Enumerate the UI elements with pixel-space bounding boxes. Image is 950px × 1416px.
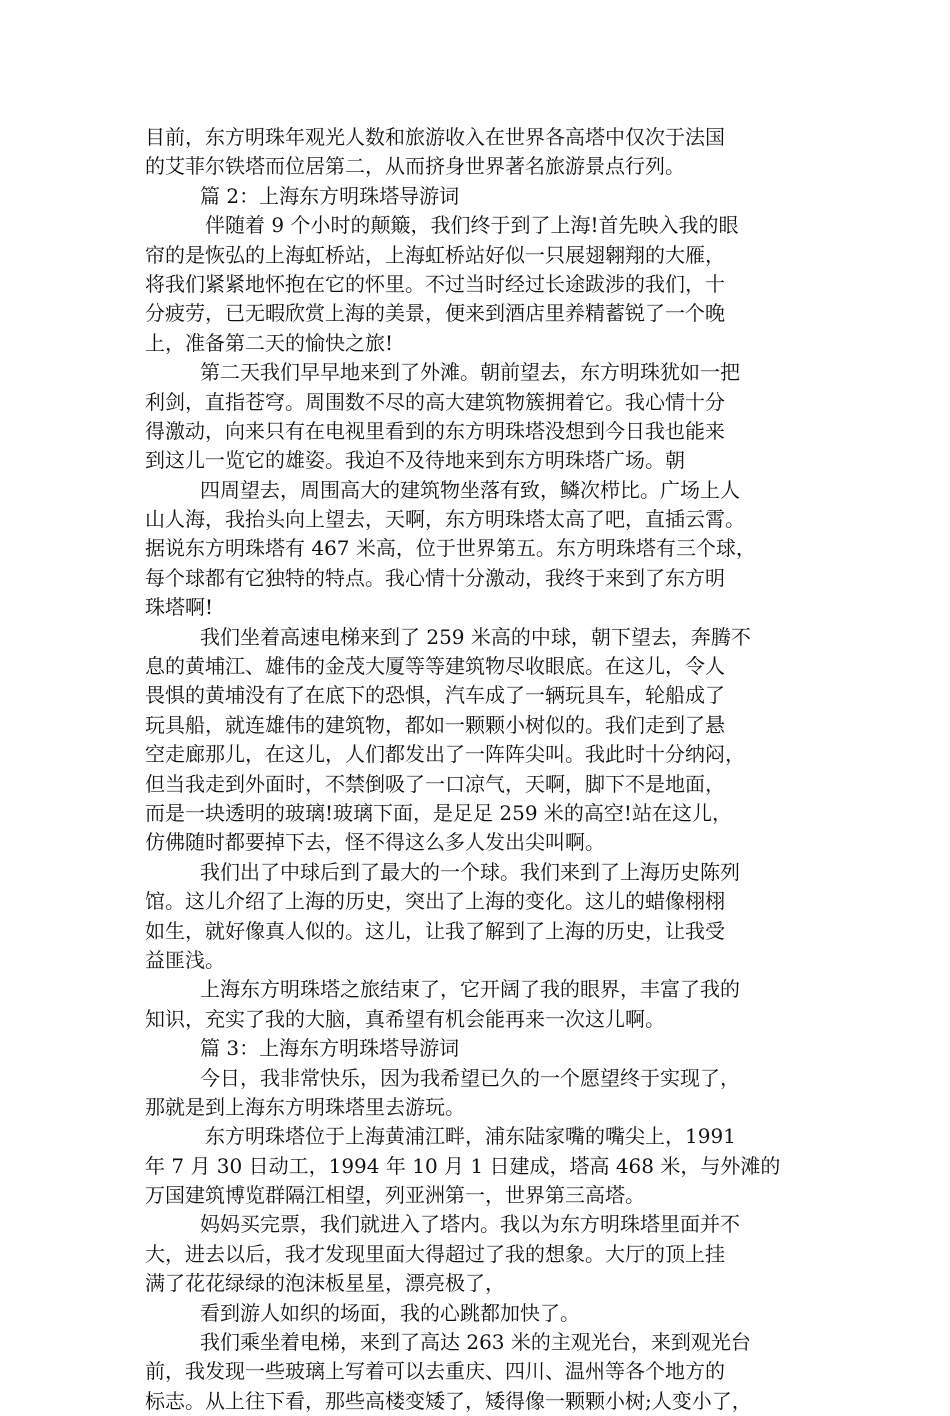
text-line: 据说东方明珠塔有 467 米高，位于世界第五。东方明珠塔有三个球， <box>145 536 756 561</box>
text-line: 空走廊那儿，在这儿，人们都发出了一阵阵尖叫。我此时十分纳闷， <box>145 742 745 767</box>
text-line: 的艾菲尔铁塔而位居第二，从而挤身世界著名旅游景点行列。 <box>145 154 685 179</box>
text-line: 利剑，直指苍穹。周围数不尽的高大建筑物簇拥着它。我心情十分 <box>145 389 725 414</box>
text-line: 前，我发现一些玻璃上写着可以去重庆、四川、温州等各个地方的 <box>145 1359 725 1384</box>
text-line: 山人海，我抬头向上望去，天啊，东方明珠塔太高了吧，直插云霄。 <box>145 507 745 532</box>
text-line: 看到游人如织的场面，我的心跳都加快了。 <box>200 1300 580 1325</box>
text-line: 每个球都有它独特的特点。我心情十分激动，我终于来到了东方明 <box>145 565 725 590</box>
text-line: 篇 2：上海东方明珠塔导游词 <box>200 183 460 208</box>
text-line: 馆。这儿介绍了上海的历史，突出了上海的变化。这儿的蜡像栩栩 <box>145 889 725 914</box>
text-line: 上，准备第二天的愉快之旅! <box>145 330 394 355</box>
text-line: 大，进去以后，我才发现里面大得超过了我的想象。大厅的顶上挂 <box>145 1241 725 1266</box>
text-line: 益匪浅。 <box>145 947 225 972</box>
text-line: 篇 3：上海东方明珠塔导游词 <box>200 1036 460 1061</box>
text-line: 分疲劳，已无暇欣赏上海的美景，便来到酒店里养精蓄锐了一个晚 <box>145 301 725 326</box>
text-line: 珠塔啊! <box>145 595 214 620</box>
text-line: 息的黄埔江、雄伟的金茂大厦等等建筑物尽收眼底。在这儿，令人 <box>145 654 725 679</box>
text-line: 今日，我非常快乐，因为我希望已久的一个愿望终于实现了， <box>200 1065 740 1090</box>
text-line: 妈妈买完票，我们就进入了塔内。我以为东方明珠塔里面并不 <box>200 1212 740 1237</box>
text-line: 我们出了中球后到了最大的一个球。我们来到了上海历史陈列 <box>200 859 740 884</box>
text-line: 第二天我们早早地来到了外滩。朝前望去，东方明珠犹如一把 <box>200 360 740 385</box>
text-line: 满了花花绿绿的泡沫板星星，漂亮极了， <box>145 1271 505 1296</box>
text-line: 万国建筑博览群隔江相望，列亚洲第一，世界第三高塔。 <box>145 1183 645 1208</box>
text-line: 畏惧的黄埔没有了在底下的恐惧，汽车成了一辆玩具车，轮船成了 <box>145 683 725 708</box>
text-line: 我们乘坐着电梯，来到了高达 263 米的主观光台，来到观光台 <box>200 1330 751 1355</box>
text-line: 仿佛随时都要掉下去，怪不得这么多人发出尖叫啊。 <box>145 830 605 855</box>
document-page <box>145 123 825 1416</box>
text-line: 知识，充实了我的大脑，真希望有机会能再来一次这儿啊。 <box>145 1006 665 1031</box>
text-line: 将我们紧紧地怀抱在它的怀里。不过当时经过长途跋涉的我们，十 <box>145 271 725 296</box>
text-line: 我们坐着高速电梯来到了 259 米高的中球，朝下望去，奔腾不 <box>200 624 751 649</box>
text-line: 而是一块透明的玻璃!玻璃下面，是足足 259 米的高空!站在这儿， <box>145 800 732 825</box>
text-line: 得激动，向来只有在电视里看到的东方明珠塔没想到今日我也能来 <box>145 418 725 443</box>
text-line: 年 7 月 30 日动工，1994 年 10 月 1 日建成，塔高 468 米，与外滩的 <box>145 1153 781 1178</box>
text-line: 四周望去，周围高大的建筑物坐落有致，鳞次栉比。广场上人 <box>200 477 740 502</box>
text-line: 那就是到上海东方明珠塔里去游玩。 <box>145 1094 465 1119</box>
text-line: 目前，东方明珠年观光人数和旅游收入在世界各高塔中仅次于法国 <box>145 125 725 149</box>
text-line: 但当我走到外面时，不禁倒吸了一口凉气，天啊，脚下不是地面， <box>145 771 725 796</box>
text-line: 东方明珠塔位于上海黄浦江畔，浦东陆家嘴的嘴尖上，1991 <box>205 1124 736 1149</box>
text-line: 如生，就好像真人似的。这儿，让我了解到了上海的历史，让我受 <box>145 918 725 943</box>
text-line: 伴随着 9 个小时的颠簸，我们终于到了上海!首先映入我的眼 <box>205 213 739 238</box>
text-line: 玩具船，就连雄伟的建筑物，都如一颗颗小树似的。我们走到了悬 <box>145 712 725 737</box>
text-line: 到这儿一览它的雄姿。我迫不及待地来到东方明珠塔广场。朝 <box>145 448 685 473</box>
text-line: 标志。从上往下看，那些高楼变矮了，矮得像一颗颗小树;人变小了， <box>145 1388 752 1413</box>
text-line: 上海东方明珠塔之旅结束了，它开阔了我的眼界，丰富了我的 <box>200 977 740 1002</box>
text-line: 帘的是恢弘的上海虹桥站，上海虹桥站好似一只展翅翱翔的大雁， <box>145 242 725 267</box>
